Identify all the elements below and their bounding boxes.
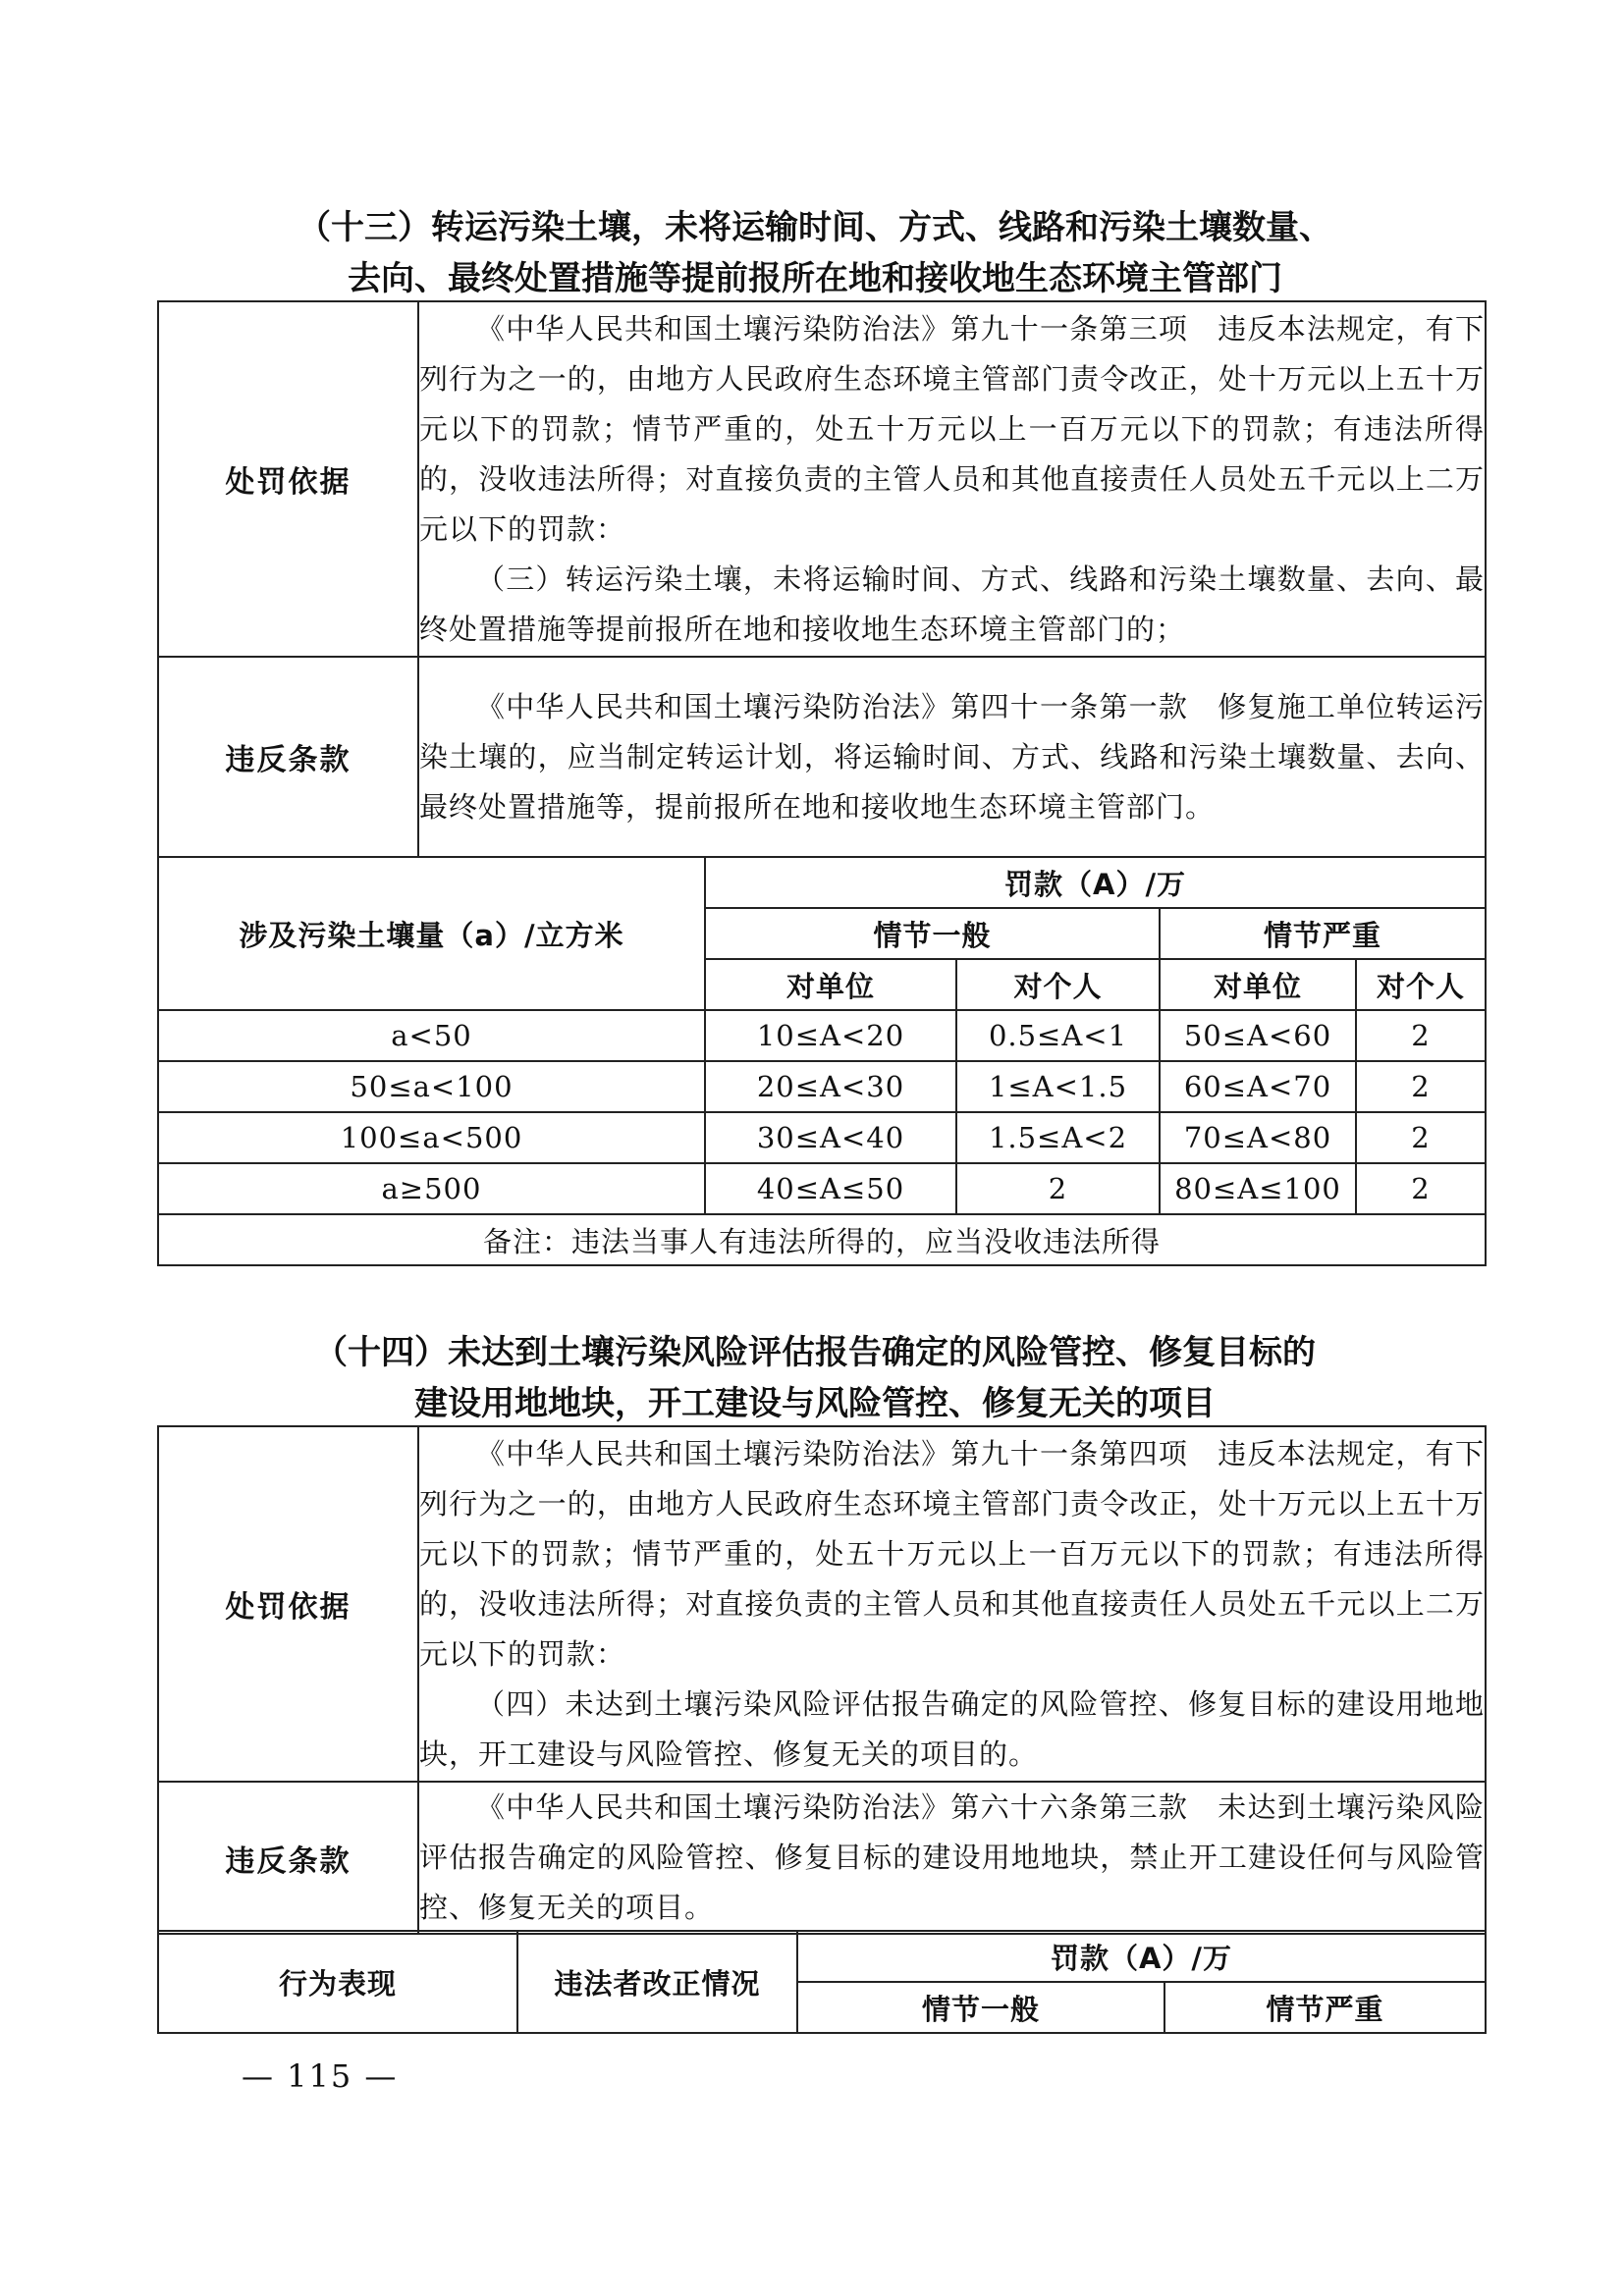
section-14-title-line2: 建设用地地块，开工建设与风险管控、修复无关的项目 bbox=[414, 1384, 1216, 1423]
table-row bbox=[158, 1010, 1486, 1061]
section-14-fine-table bbox=[157, 1930, 1487, 2034]
serious-person-cell: 2 bbox=[1356, 1061, 1486, 1112]
fine-header-row bbox=[158, 857, 1486, 908]
general-unit-cell: 40≤A≤50 bbox=[705, 1163, 956, 1214]
fine-header: 罚款（A）/万 bbox=[797, 1931, 1486, 1982]
general-person-header: 对个人 bbox=[956, 959, 1160, 1010]
fine-header: 罚款（A）/万 bbox=[705, 857, 1486, 908]
basis-paragraph: 《中华人民共和国土壤污染防治法》第九十一条第三项 违反本法规定，有下列行为之一的，由地方人民政府生态环境主管部门责令改正，处十万元以上五十万元以下的罚款；情节严重的，处五十万元以上一百万元以下的罚款；有违法所得的，没收违法所得；对直接负责的主管人员和其他直接责任人员处五千元以上二万元以下的罚款： bbox=[419, 311, 1485, 546]
table-row bbox=[158, 1163, 1486, 1214]
general-unit-cell: 20≤A<30 bbox=[705, 1061, 956, 1112]
serious-person-header: 对个人 bbox=[1356, 959, 1486, 1010]
page-number: — 115 — bbox=[242, 2057, 399, 2095]
table-row bbox=[158, 1112, 1486, 1163]
general-person-cell: 2 bbox=[956, 1163, 1160, 1214]
basis-paragraph: 《中华人民共和国土壤污染防治法》第九十一条第四项 违反本法规定，有下列行为之一的，由地方人民政府生态环境主管部门责令改正，处十万元以上五十万元以下的罚款；情节严重的，处五十万元以上一百万元以下的罚款；有违法所得的，没收违法所得；对直接负责的主管人员和其他直接责任人员处五千元以上二万元以下的罚款： bbox=[419, 1436, 1485, 1671]
general-person-cell: 1≤A<1.5 bbox=[956, 1061, 1160, 1112]
amount-cell: 50≤a<100 bbox=[158, 1061, 705, 1112]
basis-row bbox=[158, 1426, 1486, 1782]
general-person-cell: 0.5≤A<1 bbox=[956, 1010, 1160, 1061]
serious-unit-cell: 50≤A<60 bbox=[1160, 1010, 1356, 1061]
clause-paragraph: 《中华人民共和国土壤污染防治法》第六十六条第三款 未达到土壤污染风险评估报告确定的风险管控、修复目标的建设用地地块，禁止开工建设任何与风险管控、修复无关的项目。 bbox=[419, 1790, 1485, 1924]
amount-cell: 100≤a<500 bbox=[158, 1112, 705, 1163]
clause-paragraph: 《中华人民共和国土壤污染防治法》第四十一条第一款 修复施工单位转运污染土壤的，应当制定转运计划，将运输时间、方式、线路和污染土壤数量、去向、最终处置措施等，提前报所在地和接收地生态环境主管部门。 bbox=[419, 689, 1485, 824]
section-14-basis-table bbox=[157, 1425, 1487, 1935]
section-13-title-line1: （十三）转运污染土壤，未将运输时间、方式、线路和污染土壤数量、 bbox=[298, 208, 1332, 247]
soil-amount-header: 涉及污染土壤量（a）/立方米 bbox=[158, 857, 705, 1010]
clause-label: 违反条款 bbox=[158, 657, 418, 857]
general-header: 情节一般 bbox=[797, 1982, 1164, 2033]
general-header: 情节一般 bbox=[705, 908, 1160, 959]
amount-cell: a≥500 bbox=[158, 1163, 705, 1214]
correction-header: 违法者改正情况 bbox=[517, 1931, 797, 2033]
clause-label: 违反条款 bbox=[158, 1782, 418, 1934]
basis-label: 处罚依据 bbox=[158, 301, 418, 657]
behavior-header: 行为表现 bbox=[158, 1931, 517, 2033]
serious-unit-header: 对单位 bbox=[1160, 959, 1356, 1010]
basis-row bbox=[158, 301, 1486, 657]
basis-label: 处罚依据 bbox=[158, 1426, 418, 1782]
general-unit-header: 对单位 bbox=[705, 959, 956, 1010]
section-13-basis-table bbox=[157, 300, 1487, 858]
section-13-fine-table bbox=[157, 856, 1487, 1266]
general-unit-cell: 10≤A<20 bbox=[705, 1010, 956, 1061]
fine-header-row bbox=[158, 1931, 1486, 1982]
clause-row bbox=[158, 657, 1486, 857]
clause-row bbox=[158, 1782, 1486, 1934]
amount-cell: a<50 bbox=[158, 1010, 705, 1061]
section-14-title bbox=[157, 1327, 1473, 1429]
basis-item: （四）未达到土壤污染风险评估报告确定的风险管控、修复目标的建设用地地块，开工建设与风险管控、修复无关的项目的。 bbox=[419, 1686, 1485, 1771]
clause-content bbox=[418, 1782, 1486, 1934]
section-13-title-line2: 去向、最终处置措施等提前报所在地和接收地生态环境主管部门 bbox=[348, 259, 1282, 298]
general-person-cell: 1.5≤A<2 bbox=[956, 1112, 1160, 1163]
table-row bbox=[158, 1061, 1486, 1112]
serious-person-cell: 2 bbox=[1356, 1112, 1486, 1163]
serious-header: 情节严重 bbox=[1164, 1982, 1486, 2033]
serious-person-cell: 2 bbox=[1356, 1010, 1486, 1061]
clause-content bbox=[418, 657, 1486, 857]
serious-unit-cell: 60≤A<70 bbox=[1160, 1061, 1356, 1112]
note-row bbox=[158, 1214, 1486, 1265]
basis-item: （三）转运污染土壤，未将运输时间、方式、线路和污染土壤数量、去向、最终处置措施等提前报所在地和接收地生态环境主管部门的； bbox=[419, 561, 1485, 646]
basis-content bbox=[418, 1426, 1486, 1782]
basis-content bbox=[418, 301, 1486, 657]
serious-unit-cell: 70≤A<80 bbox=[1160, 1112, 1356, 1163]
serious-header: 情节严重 bbox=[1160, 908, 1486, 959]
general-unit-cell: 30≤A<40 bbox=[705, 1112, 956, 1163]
serious-unit-cell: 80≤A≤100 bbox=[1160, 1163, 1356, 1214]
section-14-title-line1: （十四）未达到土壤污染风险评估报告确定的风险管控、修复目标的 bbox=[314, 1333, 1316, 1372]
section-13-title bbox=[157, 202, 1473, 304]
note-cell: 备注：违法当事人有违法所得的，应当没收违法所得 bbox=[158, 1214, 1486, 1265]
serious-person-cell: 2 bbox=[1356, 1163, 1486, 1214]
